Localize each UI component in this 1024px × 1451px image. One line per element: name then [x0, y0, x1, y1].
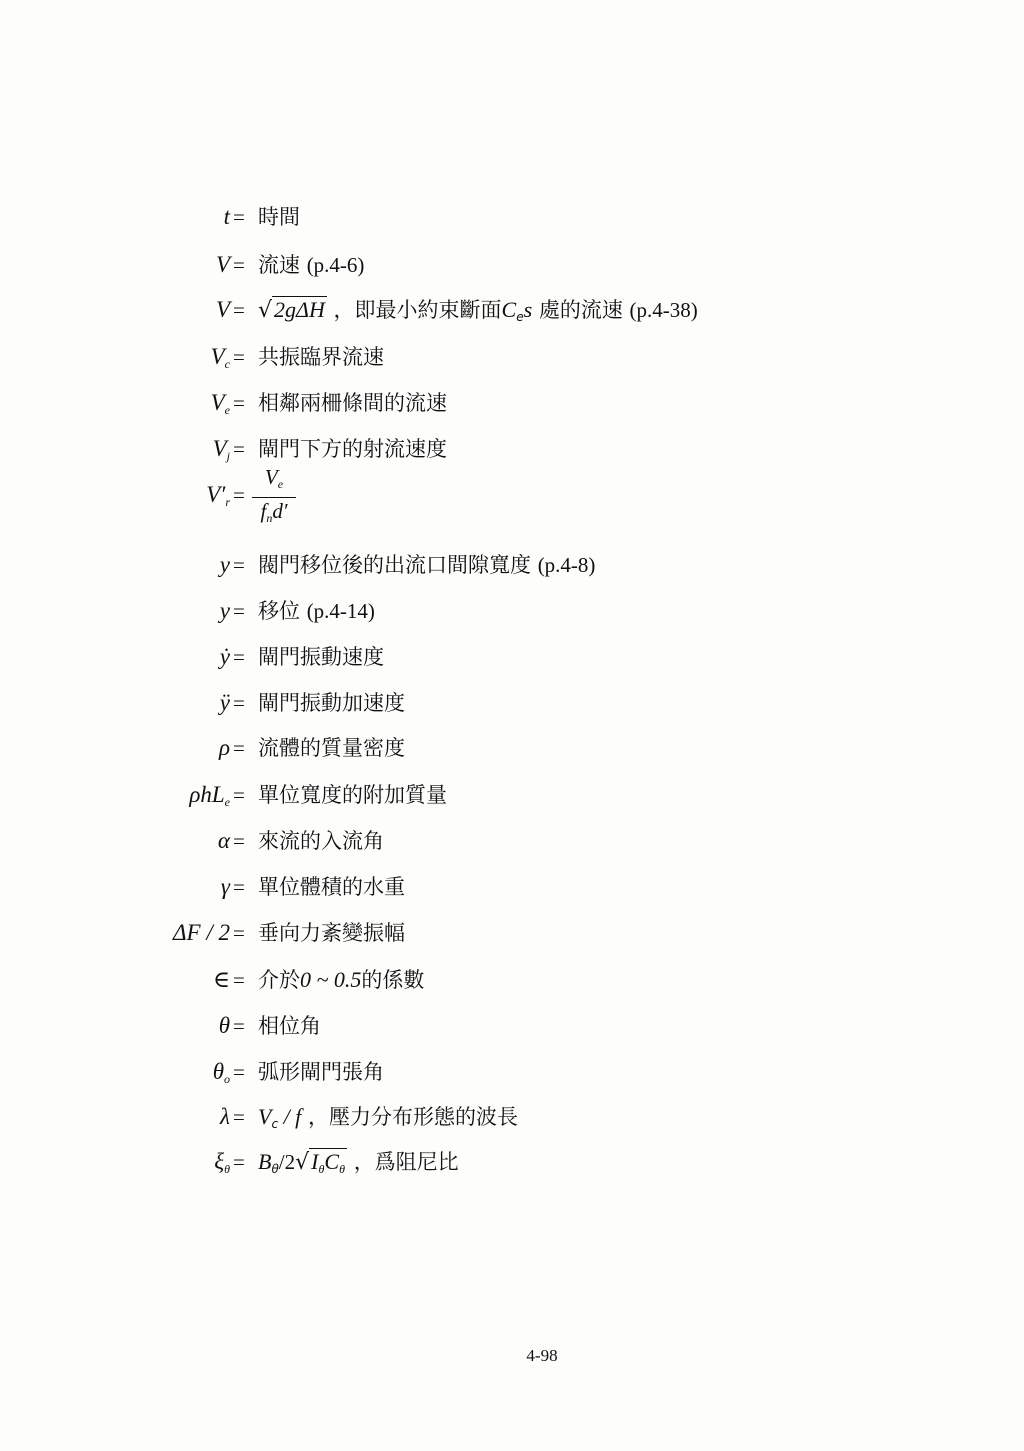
symbol-row: [0, 340, 1024, 374]
definition: 閘門振動加速度: [258, 691, 405, 715]
equals-sign: =: [233, 691, 245, 715]
definition: 閘門下方的射流速度: [258, 437, 447, 461]
equals-sign: =: [233, 205, 245, 229]
definition: 流體的質量密度: [258, 736, 405, 760]
symbol: ẏ: [219, 644, 230, 669]
definition: 閥門移位後的出流口間隙寬度 (p.4-8): [258, 553, 596, 577]
page-number: 4-98: [526, 1346, 558, 1365]
definition: 單位寬度的附加質量: [258, 783, 447, 807]
symbol-row: [0, 1055, 1024, 1089]
symbol: V: [215, 252, 230, 277]
definition: $V_c$ / f ，壓力分布形態的波長: [258, 1104, 518, 1131]
radical-sign: √: [295, 1150, 310, 1175]
definition: 單位體積的水重: [258, 875, 405, 899]
symbol-row: [0, 548, 1024, 582]
definition: 介於0 ~ 0.5的係數: [258, 967, 425, 992]
symbol: λ: [220, 1104, 230, 1129]
page-reference: (p.4-6): [306, 253, 365, 277]
symbol: ∈: [212, 967, 230, 992]
equals-sign: =: [233, 253, 245, 277]
equals-sign: =: [233, 483, 245, 507]
symbol-row: [0, 465, 1024, 525]
symbol-row: [0, 870, 1024, 904]
definition: 弧形閘門張角: [258, 1060, 384, 1084]
symbol: y: [219, 598, 230, 623]
radical-sign: √: [258, 298, 273, 323]
equals-sign: =: [233, 345, 245, 369]
symbol: $V'_r$: [206, 482, 230, 509]
equals-sign: =: [233, 968, 245, 992]
symbol-row: [0, 200, 1024, 234]
definition: 閘門振動速度: [258, 645, 384, 669]
equals-sign: =: [233, 391, 245, 415]
symbol-row: [0, 386, 1024, 420]
equals-sign: =: [233, 783, 245, 807]
equals-sign: =: [233, 437, 245, 461]
equals-sign: =: [233, 1014, 245, 1038]
symbol: $V_e$: [210, 390, 230, 417]
definition: 相位角: [258, 1014, 321, 1038]
sqrt-formula: 2gΔH: [274, 297, 325, 322]
page-reference: (p.4-14): [306, 599, 375, 623]
definition: 共振臨界流速: [258, 345, 384, 369]
symbol-row: [0, 248, 1024, 282]
fraction: $V_e$ $f_nd'$: [252, 464, 296, 531]
equals-sign: =: [233, 875, 245, 899]
equals-sign: =: [233, 736, 245, 760]
symbol-row: [0, 1145, 1024, 1179]
symbol: $\xi_\theta$: [214, 1149, 230, 1176]
symbol: θ: [218, 1013, 230, 1038]
symbol-row: [0, 1009, 1024, 1043]
symbol: ρhL$_e$: [189, 782, 230, 809]
symbol-row: [0, 731, 1024, 765]
symbol: α: [217, 828, 230, 853]
equals-sign: =: [233, 645, 245, 669]
equals-sign: =: [233, 1060, 245, 1084]
definition: 來流的入流角: [258, 829, 384, 853]
symbol: ΔF / 2: [173, 920, 230, 945]
range-value: 0 ~ 0.5: [300, 967, 362, 992]
symbol-row: [0, 293, 1024, 327]
equals-sign: =: [233, 298, 245, 322]
definition: 流速 (p.4-6): [258, 253, 365, 277]
symbol: ρ: [218, 735, 230, 760]
definition: 相鄰兩柵條間的流速: [258, 391, 447, 415]
equals-sign: =: [233, 1150, 245, 1174]
symbol-row: [0, 778, 1024, 812]
symbol: $\theta_o$: [212, 1059, 230, 1086]
symbol-row: [0, 640, 1024, 674]
symbol: ÿ: [219, 690, 230, 715]
symbol-row: [0, 686, 1024, 720]
symbol: y: [219, 552, 230, 577]
definition: 垂向力紊變振幅: [258, 921, 405, 945]
equals-sign: =: [233, 1105, 245, 1129]
symbol-row: [0, 1100, 1024, 1134]
equals-sign: =: [233, 921, 245, 945]
symbol: $V_j$: [212, 436, 230, 463]
symbol-row: [0, 963, 1024, 997]
symbol-row: [0, 824, 1024, 858]
page-reference: (p.4-38): [629, 298, 698, 322]
equals-sign: =: [233, 599, 245, 623]
symbol-row: [0, 916, 1024, 950]
definition: $B_\theta/2√I_\theta C_\theta$ ，爲阻尼比: [258, 1145, 459, 1186]
definition: √2gΔH ，即最小約束斷面$C_es$ 處的流速 (p.4-38): [258, 297, 698, 324]
definition: 移位 (p.4-14): [258, 599, 375, 623]
symbol: V: [215, 297, 230, 322]
page-reference: (p.4-8): [537, 553, 596, 577]
sqrt-formula: $I_\theta C_\theta$: [309, 1148, 347, 1182]
symbol: $V_c$: [210, 344, 230, 371]
symbol: γ: [220, 874, 230, 899]
symbol-row: [0, 594, 1024, 628]
equals-sign: =: [233, 553, 245, 577]
symbol: t: [223, 204, 230, 229]
equals-sign: =: [233, 829, 245, 853]
definition: 時間: [258, 205, 300, 229]
symbol-row: [0, 432, 1024, 466]
